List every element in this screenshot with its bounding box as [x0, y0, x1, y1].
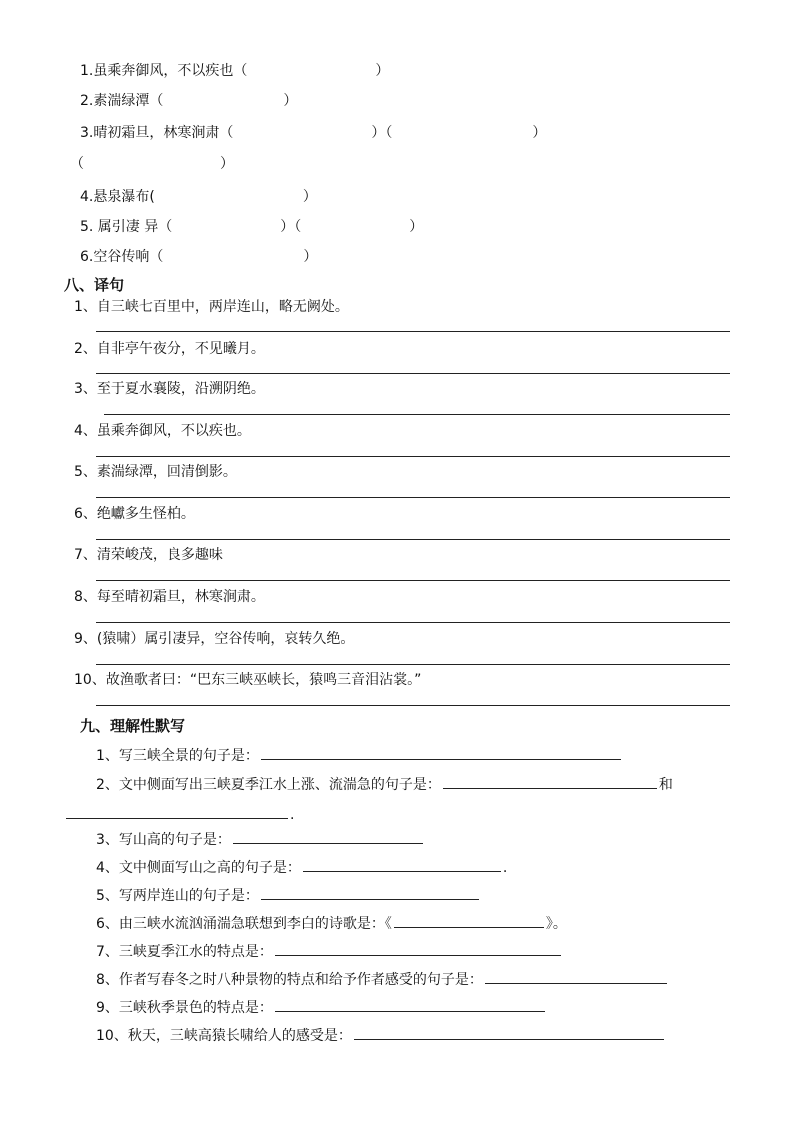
recite-item-3-text: 3、写山高的句子是：: [96, 832, 231, 848]
recite-item-10-text: 10、秋天，三峡高猿长啸给人的感受是：: [96, 1028, 352, 1044]
answer-line[interactable]: [96, 664, 730, 665]
close-paren: ）: [375, 63, 390, 79]
explain-item-2: [80, 92, 297, 110]
recite-item-2-suffix: 和: [658, 777, 673, 793]
answer-blank[interactable]: [394, 913, 544, 928]
translate-item-3: 3、至于夏水襄陵，沿溯阴绝。: [74, 381, 265, 397]
recite-item-6-end: 》。: [545, 916, 567, 932]
close-paren: ）: [303, 249, 318, 265]
translate-item-6: 6、绝巘多生怪柏。: [74, 506, 195, 522]
recite-item-2-cont: [64, 804, 294, 824]
explain-item-5-text: 5. 属引凄 异（: [80, 219, 173, 235]
recite-item-2: [96, 774, 673, 794]
recite-item-8: [96, 969, 669, 989]
explain-item-3-text: 3.晴初霜旦，林寒涧肃（: [80, 125, 234, 141]
recite-item-6: [96, 913, 567, 933]
explain-item-2-text: 2.素湍绿潭（: [80, 93, 164, 109]
answer-blank[interactable]: [275, 997, 545, 1012]
explain-item-3-cont: [70, 155, 234, 173]
close-open-paren: ）（: [280, 219, 302, 235]
close-open-paren: ）（: [371, 125, 393, 141]
section-8-title: 八、译句: [64, 276, 125, 294]
explain-item-3-cont-text: （: [70, 156, 84, 172]
answer-blank[interactable]: [443, 774, 657, 789]
explain-item-1: [80, 62, 389, 80]
recite-item-8-text: 8、作者写春冬之时八种景物的特点和给予作者感受的句子是：: [96, 972, 483, 988]
recite-item-1: [96, 745, 623, 765]
translate-item-1: 1、自三峡七百里中，两岸连山，略无阙处。: [74, 299, 349, 315]
answer-line[interactable]: [96, 497, 730, 498]
section-9-title: 九、理解性默写: [80, 717, 186, 735]
answer-line[interactable]: [96, 705, 730, 706]
answer-line[interactable]: [96, 580, 730, 581]
answer-blank[interactable]: [485, 969, 667, 984]
recite-item-7: [96, 941, 563, 961]
answer-blank[interactable]: [261, 885, 479, 900]
answer-blank[interactable]: [66, 804, 288, 819]
answer-line[interactable]: [96, 539, 730, 540]
recite-item-9-text: 9、三峡秋季景色的特点是：: [96, 1000, 273, 1016]
answer-blank[interactable]: [233, 829, 423, 844]
translate-item-7: 7、清荣峻茂，良多趣味: [74, 547, 223, 563]
recite-item-2-end: .: [290, 807, 295, 823]
answer-line[interactable]: [96, 373, 730, 374]
close-paren: ）: [409, 219, 424, 235]
close-paren: ）: [532, 125, 547, 141]
recite-item-5: [96, 885, 481, 905]
explain-item-6-text: 6.空谷传响（: [80, 249, 164, 265]
recite-item-6-text: 6、由三峡水流汹涌湍急联想到李白的诗歌是：《: [96, 916, 392, 932]
answer-line[interactable]: [96, 331, 730, 332]
translate-item-5: 5、素湍绿潭，回清倒影。: [74, 464, 237, 480]
answer-blank[interactable]: [303, 857, 501, 872]
explain-item-1-text: 1.虽乘奔御风，不以疾也（: [80, 63, 248, 79]
answer-line[interactable]: [104, 414, 730, 415]
answer-line[interactable]: [96, 456, 730, 457]
translate-item-8: 8、每至晴初霜旦，林寒涧肃。: [74, 589, 265, 605]
close-paren: ）: [283, 93, 298, 109]
recite-item-7-text: 7、三峡夏季江水的特点是：: [96, 944, 273, 960]
answer-blank[interactable]: [261, 745, 621, 760]
answer-blank[interactable]: [275, 941, 561, 956]
close-paren: ）: [220, 156, 234, 172]
translate-item-9: 9、(猿啸）属引凄异，空谷传响，哀转久绝。: [74, 631, 355, 647]
recite-item-3: [96, 829, 425, 849]
translate-item-4: 4、虽乘奔御风，不以疾也。: [74, 423, 251, 439]
recite-item-4-text: 4、文中侧面写山之高的句子是：: [96, 860, 301, 876]
explain-item-4-text: 4.悬泉瀑布(: [80, 189, 155, 205]
recite-item-1-text: 1、写三峡全景的句子是：: [96, 748, 259, 764]
close-paren: ）: [302, 189, 317, 205]
answer-line[interactable]: [96, 622, 730, 623]
explain-item-4: [80, 188, 317, 206]
explain-item-3: [80, 124, 546, 142]
recite-item-2-text: 2、文中侧面写出三峡夏季江水上涨、流湍急的句子是：: [96, 777, 441, 793]
recite-item-10: [96, 1025, 666, 1045]
recite-item-5-text: 5、写两岸连山的句子是：: [96, 888, 259, 904]
recite-item-4-end: .: [502, 860, 508, 876]
translate-item-2: 2、自非亭午夜分，不见曦月。: [74, 341, 265, 357]
explain-item-5: [80, 218, 423, 236]
recite-item-4: [96, 857, 507, 877]
translate-item-10: 10、故渔歌者曰：“巴东三峡巫峡长，猿鸣三音泪沾裳。”: [74, 672, 422, 688]
answer-blank[interactable]: [354, 1025, 664, 1040]
recite-item-9: [96, 997, 547, 1017]
explain-item-6: [80, 248, 317, 266]
